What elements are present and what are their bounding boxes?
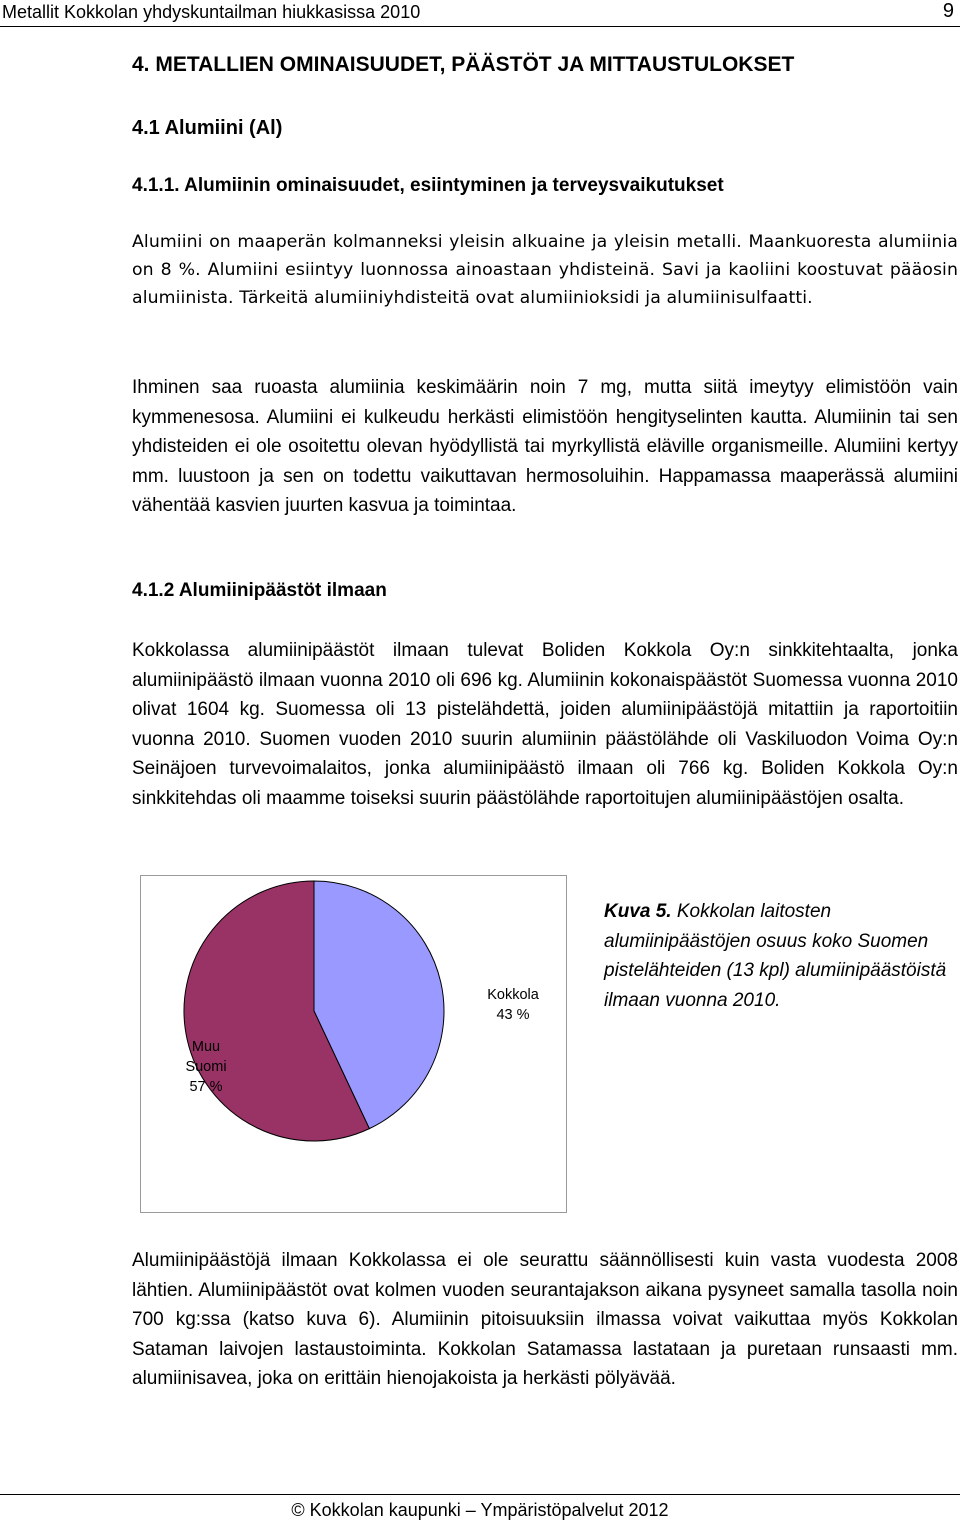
pie-label-kokkola [463,985,563,1025]
figure-caption-text: Kokkolan laitosten alumiinipäästöjen osuus koko Suomen pistelähteiden (13 kpl) alumiinipäästöistä ilmaan vuonna 2010. [604,901,947,1011]
page-number: 9 [942,0,954,22]
header-divider [0,26,960,27]
paragraph-health-effects: Ihminen saa ruoasta alumiinia keskimäärin noin 7 mg, mutta siitä imeytyy elimistöön vain kymmenesosa. Alumiini ei kulkeudu herkästi elimistöön hengityselinten kautta. Alumiinin tai sen yhdisteiden ei ole osoitettu olevan hyödyllistä tai myrkyllistä eläville organismeille. Alumiini kertyy mm. luustoon ja sen on todettu vaikuttavan hermosoluihin. Happamassa maaperässä alumiini vähentää kasvien juurten kasvua ja toimintaa. [132,377,958,516]
footer-divider [0,1494,960,1495]
section-heading: 4.1 Alumiini (Al) [132,117,283,139]
chapter-heading: 4. METALLIEN OMINAISUUDET, PÄÄSTÖT JA MITTAUSTULOKSET [132,53,795,76]
paragraph-occurrence: Alumiini on maaperän kolmanneksi yleisin alkuaine ja yleisin metalli. Maankuoresta alumiinia on 8 %. Alumiini esiintyy luonnossa ainoastaan yhdisteinä. Savi ja kaoliini koostuvat pääosin alumiinista. Tärkeitä alumiiniyhdisteitä ovat alumiinioksidi ja alumiinisulfaatti. [132,232,958,308]
header-title: Metallit Kokkolan yhdyskuntailman hiukkasissa 2010 [2,2,421,22]
page-header [0,0,960,30]
subsection-heading-emissions: 4.1.2 Alumiinipäästöt ilmaan [132,580,387,601]
paragraph-monitoring: Alumiinipäästöjä ilmaan Kokkolassa ei ole seurattu säännöllisesti kuin vasta vuodesta 2008 lähtien. Alumiinipäästöt ovat kolmen vuoden seurantajakson aikana pysyneet samalla tasolla noin 700 kg:ssa (katso kuva 6). Alumiinin pitoisuuksiin ilmassa voivat vaikuttaa myös Kokkolan Sataman laivojen lastaustoiminta. Kokkolan Satamassa lastataan ja puretaan runsaasti mm. alumiinisavea, joka on erittäin hienojakoista ja herkästi pölyävää. [132,1250,958,1389]
pie-label-muu-line1: Muu [191,1039,221,1055]
figure-caption-label: Kuva 5. [604,901,672,922]
pie-label-kokkola-name: Kokkola [487,987,539,1003]
pie-label-muu-value: 57 % [189,1079,223,1095]
pie-label-muu-line2: Suomi [185,1059,227,1075]
page-footer: © Kokkolan kaupunki – Ympäristöpalvelut 2012 [291,1500,669,1520]
figure-caption [604,897,960,1015]
paragraph-emissions: Kokkolassa alumiinipäästöt ilmaan tulevat Boliden Kokkola Oy:n sinkkitehtaalta, jonka alumiinipäästö ilmaan vuonna 2010 oli 696 kg. Alumiinin kokonaispäästöt Suomessa vuonna 2010 olivat 1604 kg. Suomessa oli 13 pistelähdettä, joiden alumiinipäästöjä mitattiin ja raportoitiin vuonna 2010. Suomen vuoden 2010 suurin alumiinin päästölähde oli Vaskiluodon Voima Oy:n Seinäjoen turvevoimalaitos, jonka alumiinipäästö ilmaan oli 766 kg. Boliden Kokkola Oy:n sinkkitehdas oli maamme toiseksi suurin päästölähde raportoitujen alumiinipäästöjen osalta. [132,640,958,809]
pie-chart-frame [140,875,567,1213]
pie-label-muu-suomi [171,1037,241,1097]
pie-label-kokkola-value: 43 % [496,1007,530,1023]
subsection-heading-properties: 4.1.1. Alumiinin ominaisuudet, esiintyminen ja terveysvaikutukset [132,175,724,196]
